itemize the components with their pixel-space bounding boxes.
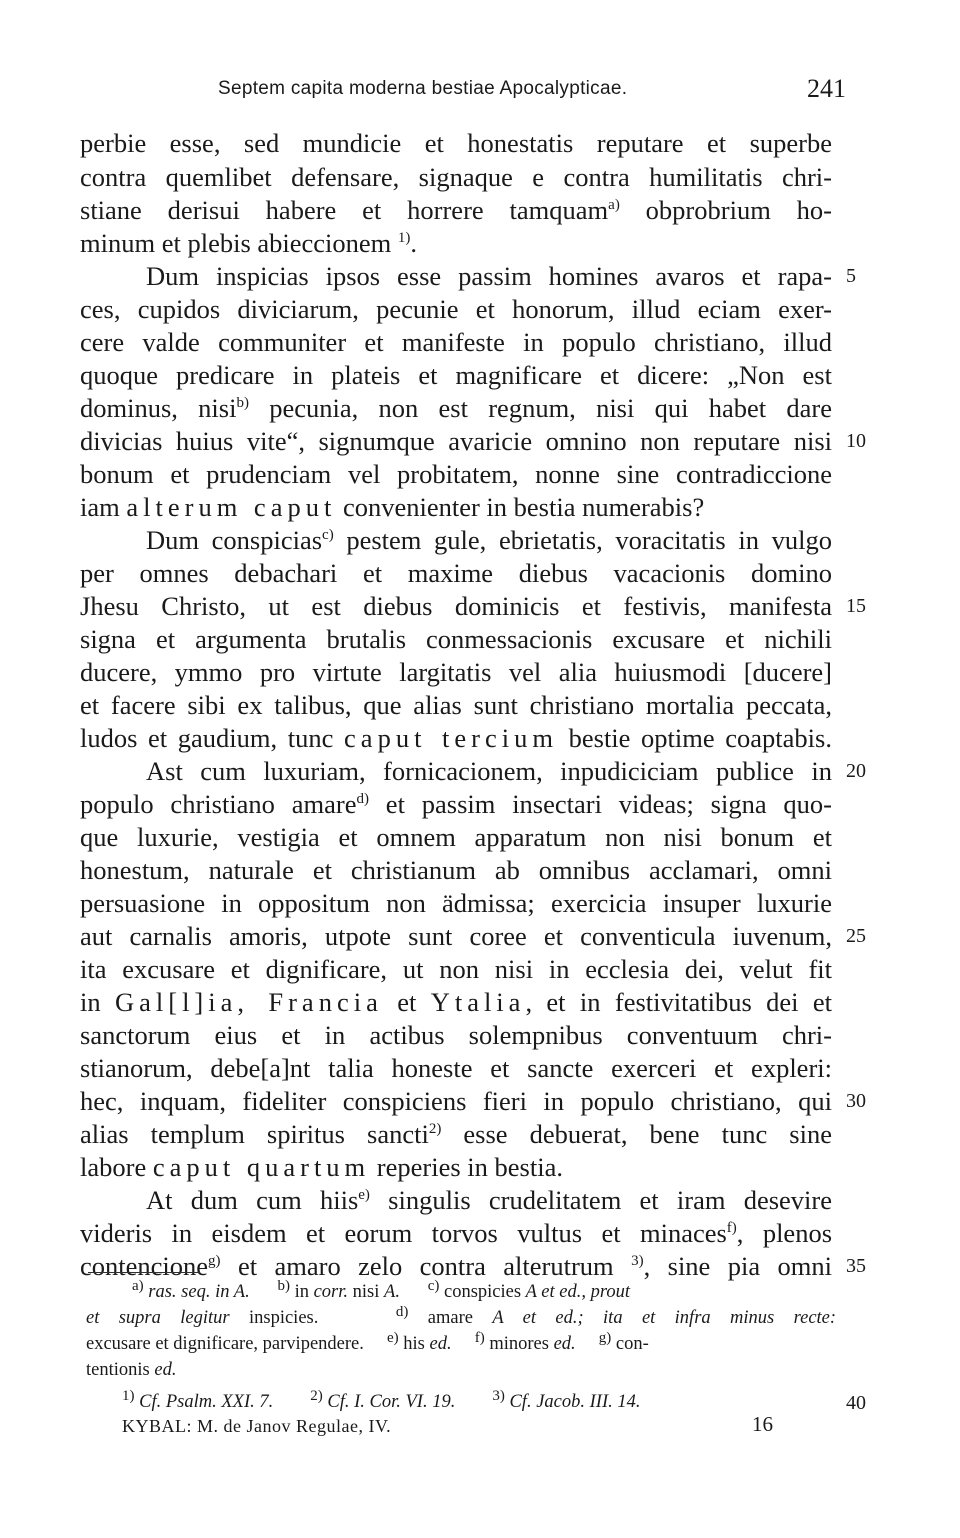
page-number: 241 [807, 74, 846, 103]
spaced-emphasis: caput tercium [344, 723, 558, 753]
line-number: 30 [846, 1090, 866, 1112]
text-line: At dum cum hiis$^{e)}$ singulis crudelitatem et iram desevire [146, 1185, 833, 1215]
text-line: persuasione in oppositum non ädmissa; exercicia insuper luxurie [80, 888, 832, 918]
printer-signature: KYBAL: M. de Janov Regulae, IV. [122, 1416, 392, 1436]
text-line: dominus, nisi$^{b)}$ pecunia, non est regnum, nisi qui habet dare [80, 393, 833, 423]
spaced-emphasis: caput quartum [152, 1152, 371, 1182]
footnote-mark: 3) [631, 1253, 644, 1270]
text-line: contra quemlibet defensare, signaque e contra humilitatis chri- [80, 162, 832, 192]
text-line: sanctorum eius et in actibus solempnibus conventuum chri- [80, 1020, 832, 1050]
text-line: stiane derisui habere et horrere tamquam$^{a)}$ obprobrium ho- [80, 195, 833, 225]
text-line: ducere, ymmo pro virtute largitatis vel alia huiusmodi [ducere] [80, 657, 832, 687]
footnote-row: excusare et dignificare, parvipendere. $^{e)}$ his ed. $^{f)}$ minores ed. $^{g)}$ con- [86, 1329, 649, 1354]
footnote-row: et supra legitur inspicies. $^{d)}$ amare A et ed.; ita et infra minus recte: [86, 1303, 837, 1328]
spaced-emphasis: Gal[l]ia, Francia [114, 987, 383, 1017]
line-number: 5 [846, 265, 856, 287]
spaced-emphasis: Ytalia [430, 987, 526, 1017]
text-line: Jhesu Christo, ut est diebus dominicis et festivis, manifesta [80, 591, 832, 621]
text-line: minum et plebis abieccionem $^{1)}$. [80, 228, 418, 258]
line-number: 35 [846, 1255, 866, 1277]
text-line: per omnes debachari et maxime diebus vacacionis domino [80, 558, 832, 588]
footnote-row: $^{a)}$ ras. seq. in A. $^{b)}$ in corr. nisi A. $^{c)}$ conspicies A et ed., prout [132, 1277, 630, 1302]
source-notes: $^{1)}$ Cf. Psalm. XXI. 7. $^{2)}$ Cf. I. Cor. VI. 19. $^{3)}$ Cf. Jacob. III. 14. [122, 1387, 641, 1412]
text-line: ludos et gaudium, tunc caput tercium bestie optime coaptabis. [80, 723, 832, 753]
text-line: signa et argumenta brutalis conmessacionis excusare et nichili [80, 624, 832, 654]
footnote-mark: c) [322, 527, 334, 544]
text-line: in Gal[l]ia, Francia et Ytalia, et in festivitatibus dei et [80, 987, 832, 1017]
text-line: stianorum, debe[a]nt talia honeste et sancte exerceri et expleri: [80, 1053, 832, 1083]
text-line: bonum et prudenciam vel probitatem, nonne sine contradiccione [80, 459, 832, 489]
line-number: 25 [846, 925, 866, 947]
text-line: iam alterum caput convenienter in bestia numerabis? [80, 492, 705, 522]
text-line: contencione$^{g)}$ et amaro zelo contra alterutrum $^{3)}$, sine pia omni [80, 1251, 833, 1281]
footnote-mark: d) [356, 791, 369, 808]
line-number: 15 [846, 595, 866, 617]
line-number: 20 [846, 760, 866, 782]
text-line: que luxurie, vestigia et omnem apparatum non nisi bonum et [80, 822, 832, 852]
text-line: labore caput quartum reperies in bestia. [80, 1152, 563, 1182]
footnote-mark: 1) [397, 230, 411, 247]
running-header [80, 72, 846, 112]
text-line: honestum, naturale et christianum ab omnibus acclamari, omni [80, 855, 832, 885]
text-line: aut carnalis amoris, utpote sunt coree et conventicula iuvenum, [80, 921, 832, 951]
footnote-mark: 2) [428, 1121, 442, 1138]
text-line: cere valde communiter et manifeste in populo christiano, illud [80, 327, 832, 357]
text-line: perbie esse, sed mundicie et honestatis reputare et superbe [80, 128, 832, 158]
text-line: et facere sibi ex talibus, que alias sunt christiano mortalia peccata, [80, 690, 832, 720]
footnote-row: tentionis ed. [86, 1360, 177, 1380]
text-line: videris in eisdem et eorum torvos vultus et minaces$^{f)}$, plenos [80, 1218, 833, 1248]
footnote-rule [88, 1272, 200, 1273]
text-line: alias templum spiritus sancti$^{2)}$ esse debuerat, bene tunc sine [80, 1119, 832, 1149]
spaced-emphasis: alterum caput [126, 492, 337, 522]
text-line: divicias huius vite“, signumque avaricie omnino non reputare nisi [80, 426, 832, 456]
running-title: Septem capita moderna bestiae Apocalypticae. [218, 78, 628, 99]
sheet-number: 16 [752, 1412, 773, 1436]
footnote-mark: e) [358, 1187, 370, 1204]
line-number: 40 [846, 1392, 866, 1414]
text-line: Dum conspicias$^{c)}$ pestem gule, ebrietatis, voracitatis in vulgo [146, 525, 832, 555]
text-line: quoque predicare in plateis et magnificare et dicere: „Non est [80, 360, 832, 390]
line-number: 10 [846, 430, 866, 452]
text-line: hec, inquam, fideliter conspiciens fieri in populo christiano, qui [80, 1086, 832, 1116]
text-line: ita excusare et dignificare, ut non nisi in ecclesia dei, velut fit [80, 954, 832, 984]
text-line: populo christiano amare$^{d)}$ et passim insectari videas; signa quo- [80, 789, 832, 819]
text-line: Ast cum luxuriam, fornicacionem, inpudiciciam publice in [146, 756, 832, 786]
footnote-mark: g) [208, 1253, 221, 1270]
text-line: Dum inspicias ipsos esse passim homines avaros et rapa- [146, 261, 832, 291]
footnote-mark: f) [726, 1220, 737, 1237]
footnote-mark: a) [608, 197, 620, 214]
text-line: ces, cupidos diviciarum, pecunie et honorum, illud eciam exer- [80, 294, 832, 324]
footnote-mark: b) [236, 395, 249, 412]
